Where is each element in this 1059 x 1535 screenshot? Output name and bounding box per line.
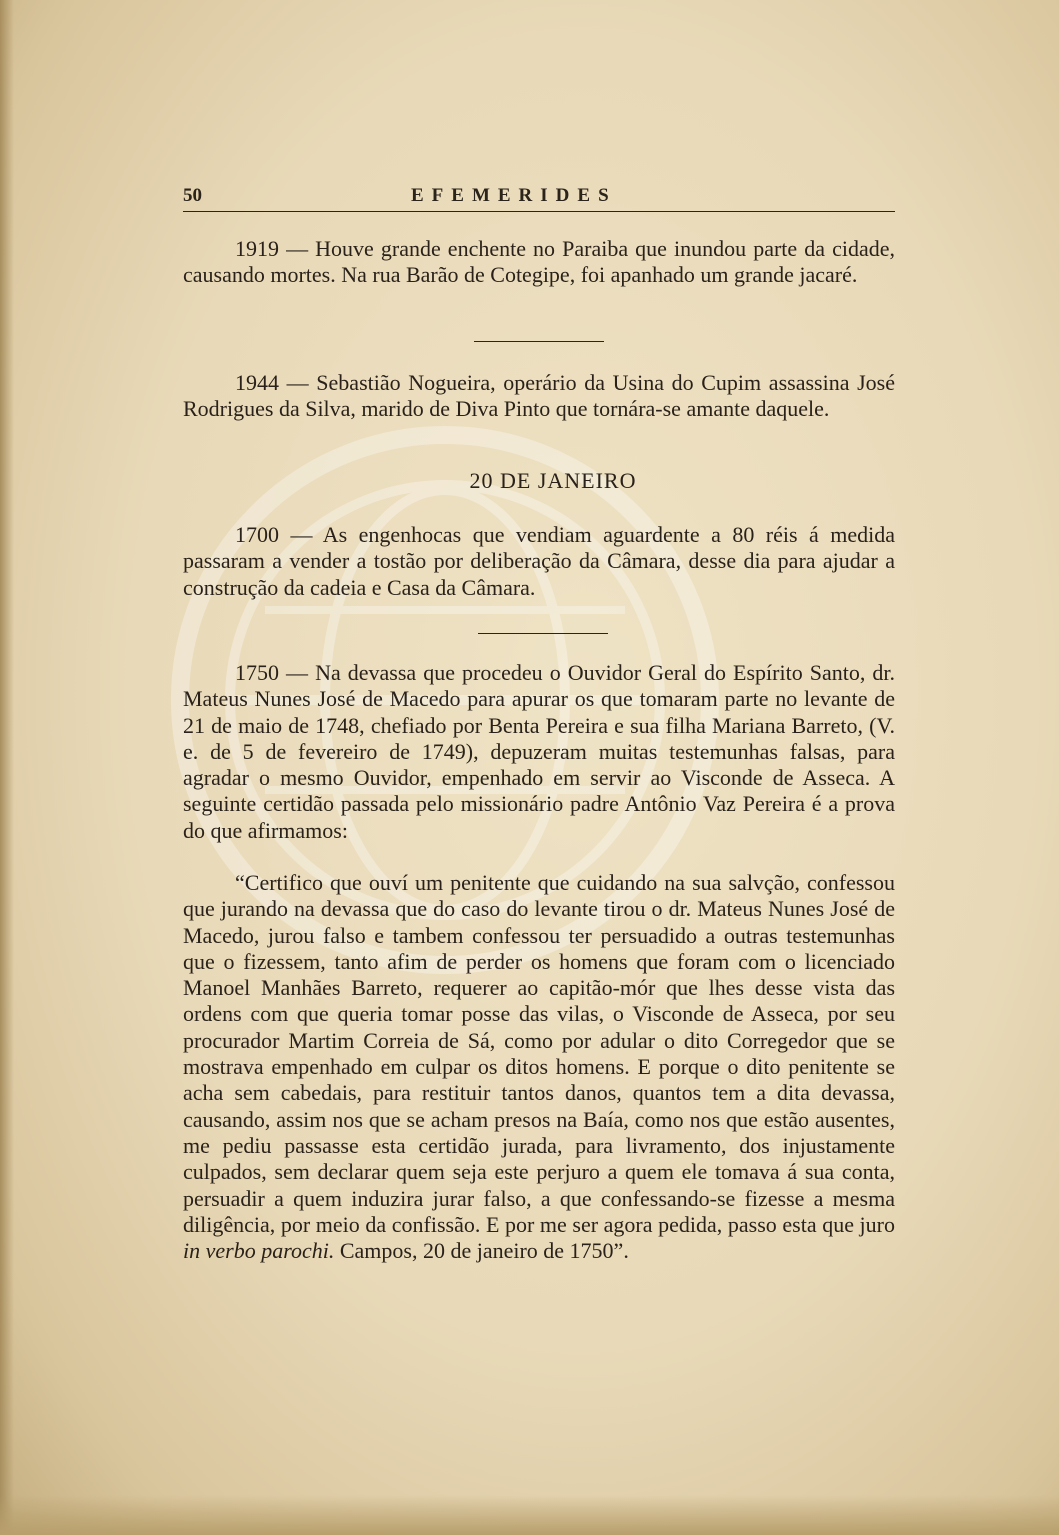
quote-body: “Certifico que ouví um penitente que cuidando na sua salvção, confessou que jurando na devassa que do caso do levante tirou o dr. Mateus Nunes José de Macedo, jurou falso e tambem confessou ter persuadido a outras testemunhas que o fizessem, tanto afim de perder os homens que foram com o licenciado Manoel Manhães Barreto, requerer ao capitão-mór que lhes desse vista das ordens com que queria tomar posse das vilas, o Visconde de Asseca, por seu procurador Martim Correia de Sá, como por adular o dito Corregedor que se mostrava empenhado em culpar os ditos homens. E porque o dito penitente se acha sem cabedais, para restituir tantos danos, quantos tem a dita devassa, causando, assim nos que se acham presos na Baía, como nos que estão ausentes, me pediu passasse esta certidão jurada, para livramento, dos injustamente culpados, sem declarar quem seja este perjuro a quem ele tomava á sua conta, persuadir a quem induzira jurar falso, a que confessando-se fizesse a mesma diligência, por meio da confissão. E por me ser agora pedida, passo esta que juro bbox=[183, 870, 895, 1237]
entry-1944: 1944 — Sebastião Nogueira, operário da Usina do Cupim assassina José Rodrigues da Silva, marido de Diva Pinto que tornára-se amante daquele. bbox=[183, 370, 895, 422]
section-divider bbox=[474, 341, 604, 342]
date-heading: 20 DE JANEIRO bbox=[469, 468, 637, 493]
entry-1919: 1919 — Houve grande enchente no Paraiba que inundou parte da cidade, causando mortes. Na rua Barão de Cotegipe, foi apanhado um grande jacaré. bbox=[183, 236, 895, 288]
page-edge-shadow bbox=[0, 0, 14, 1535]
entry-1750: 1750 — Na devassa que procedeu o Ouvidor Geral do Espírito Santo, dr. Mateus Nunes José de Macedo para apurar os que tomaram parte no levante de 21 de maio de 1748, chefiado por Benta Pereira e sua filha Mariana Barreto, (V. e. de 5 de fevereiro de 1749), depuzeram muitas testemunhas falsas, para agradar o mesmo Ouvidor, empenhado em servir ao Visconde de Asseca. A seguinte certidão passada pelo missionário padre Antônio Vaz Pereira é a prova do que afirmamos: bbox=[183, 660, 895, 843]
page-number: 50 bbox=[183, 185, 202, 206]
running-header bbox=[183, 185, 895, 212]
section-divider bbox=[478, 633, 608, 634]
certificate-quote bbox=[183, 870, 895, 1264]
quote-latin-phrase: in verbo parochi. bbox=[183, 1238, 335, 1264]
quote-closing: Campos, 20 de janeiro de 1750”. bbox=[339, 1238, 629, 1264]
entry-1700: 1700 — As engenhocas que vendiam aguardente a 80 réis á medida passaram a vender a tostão por deliberação da Câmara, desse dia para ajudar a construção da cadeia e Casa da Câmara. bbox=[183, 522, 895, 600]
running-title: EFEMERIDES bbox=[411, 185, 617, 206]
page-bottom-shadow bbox=[0, 1495, 1059, 1535]
